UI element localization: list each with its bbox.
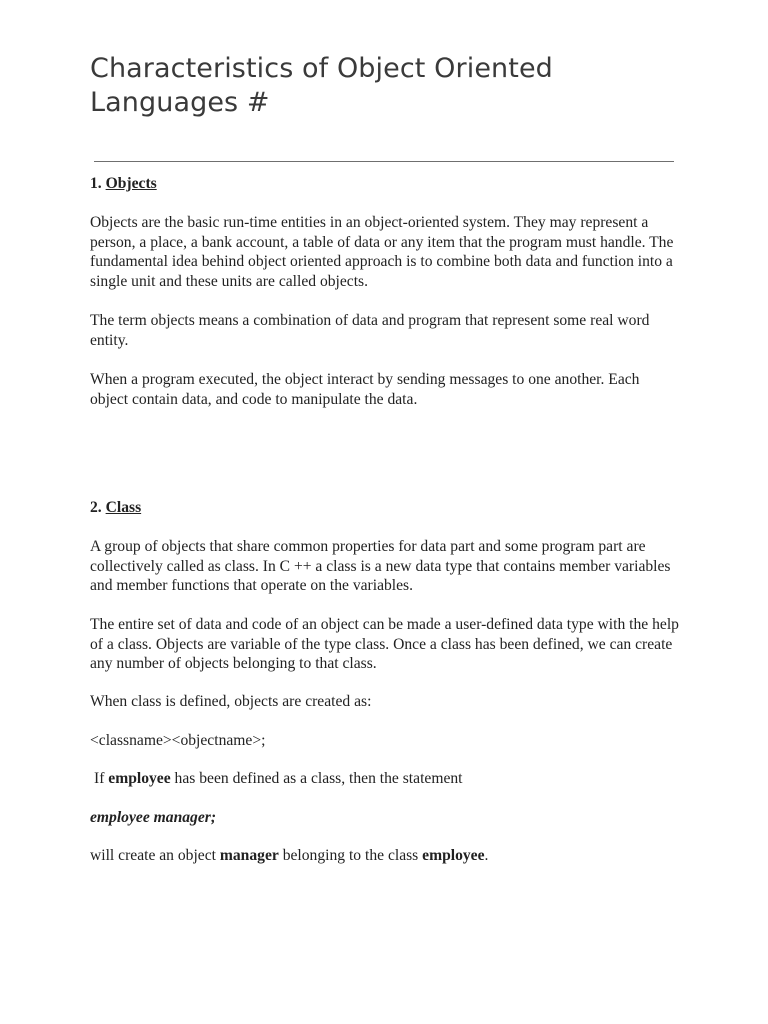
class-example-sentence bbox=[94, 769, 684, 789]
objects-paragraph-1: Objects are the basic run-time entities in an object-oriented system. They may represent a person, a place, a bank account, a table of data or any item that the program must handle. The fundamental idea behind object oriented approach is to combine both data and function into a single unit and these units are called objects. bbox=[90, 214, 674, 290]
result-prefix: will create an object bbox=[90, 847, 220, 864]
class-section-title: Class bbox=[105, 499, 142, 516]
class-section-heading bbox=[90, 498, 680, 518]
class-code-statement: employee manager; bbox=[90, 809, 217, 826]
objects-section-number: 1. bbox=[90, 175, 102, 192]
horizontal-divider bbox=[94, 161, 674, 162]
example-prefix: If bbox=[94, 770, 109, 787]
result-object: manager bbox=[219, 847, 279, 864]
class-section-number: 2. bbox=[90, 499, 102, 516]
class-paragraph-3: When class is defined, objects are created as: bbox=[90, 693, 372, 710]
example-term: employee bbox=[108, 770, 171, 787]
class-paragraph-2: The entire set of data and code of an object can be made a user-defined data type with the help of a class. Objects are variable of the type class. Once a class has been defined, we can create any number of objects belonging to that class. bbox=[90, 616, 679, 672]
objects-paragraph-3: When a program executed, the object interact by sending messages to one another. Each object contain data, and code to manipulate the data. bbox=[90, 371, 640, 408]
example-suffix: has been defined as a class, then the statement bbox=[170, 770, 463, 787]
result-middle: belonging to the class bbox=[278, 847, 423, 864]
class-result-sentence bbox=[90, 846, 680, 866]
objects-section-title: Objects bbox=[105, 175, 157, 192]
result-suffix: . bbox=[484, 847, 489, 864]
objects-section-heading bbox=[90, 174, 680, 194]
document-title-line-1: Characteristics of Object Oriented bbox=[90, 53, 553, 84]
result-class: employee bbox=[422, 847, 485, 864]
class-paragraph-1: A group of objects that share common properties for data part and some program part are collectively called as class. In C ++ a class is a new data type that contains member variables and member functions that operate on the variables. bbox=[90, 538, 671, 594]
document-title bbox=[90, 52, 650, 120]
class-syntax-line: <classname><objectname>; bbox=[90, 732, 266, 749]
document-title-line-2: Languages # bbox=[90, 87, 270, 118]
objects-paragraph-2: The term objects means a combination of data and program that represent some real word entity. bbox=[90, 312, 650, 349]
